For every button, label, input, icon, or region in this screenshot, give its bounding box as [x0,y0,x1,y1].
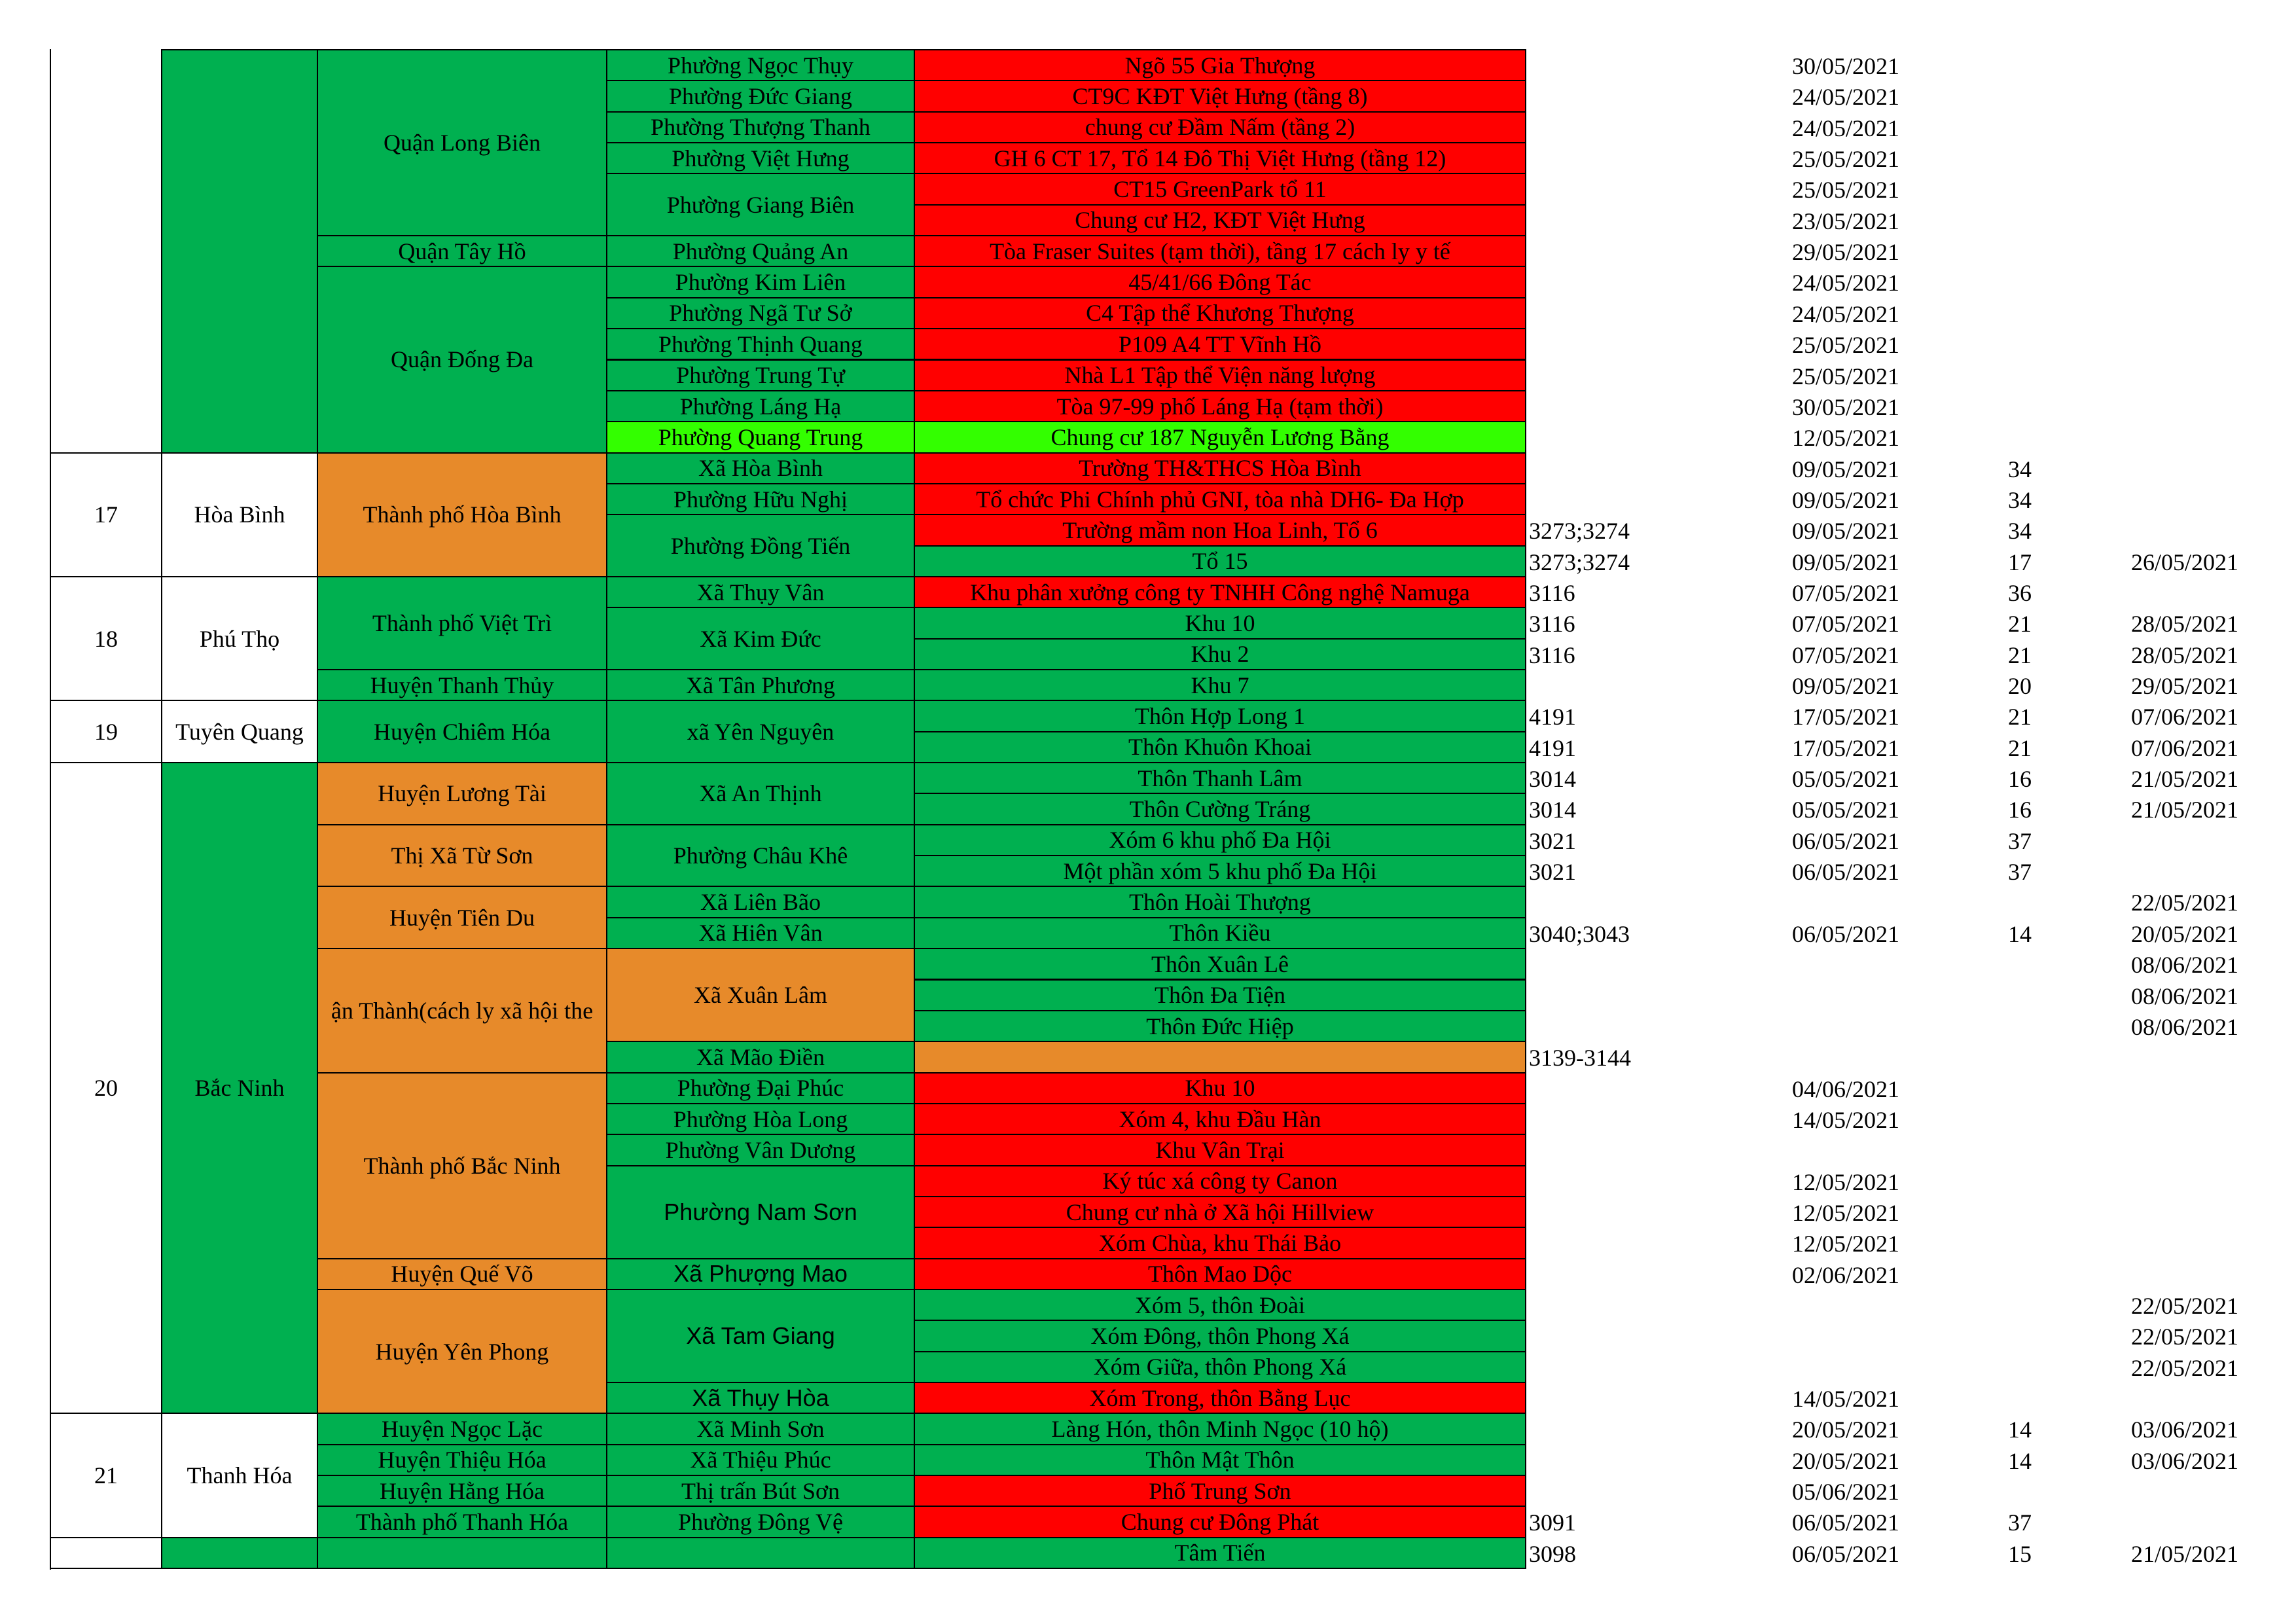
place-cell: Khu phân xưởng công ty TNHH Công nghệ Namuga [914,576,1526,608]
case-code-cell: 4191 [1529,704,1576,731]
place-cell: Tổ 15 [914,545,1526,577]
place-cell: Trường mầm non Hoa Linh, Tổ 6 [914,514,1526,546]
place-cell: chung cư Đầm Nấm (tầng 2) [914,111,1526,143]
ward-cell: Phường Thượng Thanh [606,111,915,143]
ward-cell: Phường Kim Liên [606,266,915,298]
case-code-cell: 3116 [1529,579,1575,606]
ward-cell: Phường Ngọc Thụy [606,49,915,81]
place-cell: Chung cư nhà ở Xã hội Hillview [914,1196,1526,1228]
date-cell: 09/05/2021 [1792,673,1900,699]
days-count-cell: 34 [2008,456,2032,482]
ward-cell: Phường Quảng An [606,235,915,267]
date-cell: 20/05/2021 [1792,1447,1900,1474]
date-cell: 06/05/2021 [1792,1540,1900,1567]
place-cell: P109 A4 TT Vĩnh Hồ [914,328,1526,360]
date-cell: 09/05/2021 [1792,518,1900,545]
ward-cell: Xã Liên Bão [606,886,915,918]
place-cell: Xóm Chùa, khu Thái Bảo [914,1227,1526,1259]
place-cell: Khu Vân Trại [914,1134,1526,1166]
place-cell: Ký túc xá công ty Canon [914,1165,1526,1197]
days-count-cell: 37 [2008,1509,2032,1536]
place-cell: GH 6 CT 17, Tổ 14 Đô Thị Việt Hưng (tầng 12) [914,142,1526,174]
place-cell: Tâm Tiến [914,1537,1526,1569]
place-cell: Khu 10 [914,1072,1526,1104]
ward-cell: Xã Tam Giang [606,1289,915,1383]
days-count-cell: 37 [2008,859,2032,886]
place-cell: Chung cư Đông Phát [914,1506,1526,1538]
days-count-cell: 37 [2008,827,2032,854]
date-cell: 05/06/2021 [1792,1479,1900,1506]
end-date-cell: 20/05/2021 [2131,920,2239,947]
end-date-cell: 22/05/2021 [2131,1354,2239,1381]
date-cell: 07/05/2021 [1792,579,1900,606]
end-date-cell: 03/06/2021 [2131,1416,2239,1443]
place-cell: Thôn Khuôn Khoai [914,731,1526,763]
ward-cell: Phường Thịnh Quang [606,328,915,360]
place-cell: Phố Trung Sơn [914,1475,1526,1507]
province-cell: Bắc Ninh [161,762,318,1414]
place-cell: CT9C KĐT Việt Hưng (tầng 8) [914,80,1526,112]
ward-cell: Phường Vân Dương [606,1134,915,1166]
date-cell: 06/05/2021 [1792,920,1900,947]
end-date-cell: 29/05/2021 [2131,673,2239,699]
place-cell: Khu 10 [914,607,1526,639]
ward-cell: Phường Hòa Long [606,1103,915,1135]
date-cell: 24/05/2021 [1792,115,1900,141]
date-cell: 09/05/2021 [1792,549,1900,575]
end-date-cell: 08/06/2021 [2131,952,2239,979]
district-cell: Quận Đống Đa [317,266,607,453]
date-cell: 30/05/2021 [1792,53,1900,79]
ward-cell: Xã Minh Sơn [606,1413,915,1445]
place-cell: Thôn Hợp Long 1 [914,700,1526,732]
ward-cell: Xã Thụy Hòa [606,1382,915,1414]
date-cell: 24/05/2021 [1792,300,1900,327]
stt-cell: 20 [50,762,162,1414]
district-cell: Huyện Thiệu Hóa [317,1444,607,1476]
ward-cell: Xã Phượng Mao [606,1258,915,1290]
ward-cell: Xã Hiên Vân [606,917,915,949]
stt-cell: 21 [50,1413,162,1538]
stt-cell: 18 [50,576,162,701]
ward-cell: Phường Việt Hưng [606,142,915,174]
date-cell: 12/05/2021 [1792,1199,1900,1226]
province-cell: Thanh Hóa [161,1413,318,1538]
district-cell: Huyện Lương Tài [317,762,607,825]
ward-cell: Thị trấn Bút Sơn [606,1475,915,1507]
place-cell: Thôn Đức Hiệp [914,1010,1526,1042]
ward-cell: Phường Châu Khê [606,824,915,888]
place-cell: CT15 GreenPark tổ 11 [914,173,1526,205]
date-cell: 05/05/2021 [1792,797,1900,823]
date-cell: 07/05/2021 [1792,641,1900,668]
case-code-cell: 4191 [1529,734,1576,761]
place-cell: Khu 2 [914,638,1526,670]
date-cell: 25/05/2021 [1792,332,1900,359]
case-code-cell: 3116 [1529,641,1575,668]
stt-cell: 19 [50,700,162,763]
place-cell: Chung cư 187 Nguyễn Lương Bằng [914,421,1526,453]
place-cell: Làng Hón, thôn Minh Ngọc (10 hộ) [914,1413,1526,1445]
ward-cell: Phường Ngã Tư Sở [606,297,915,329]
end-date-cell: 07/06/2021 [2131,704,2239,731]
case-code-cell: 3040;3043 [1529,920,1630,947]
place-cell: Xóm Đông, thôn Phong Xá [914,1320,1526,1352]
case-code-cell: 3014 [1529,797,1576,823]
district-cell: Thành phố Hòa Bình [317,452,607,577]
date-cell: 23/05/2021 [1792,208,1900,234]
date-cell: 30/05/2021 [1792,393,1900,420]
case-code-cell: 3091 [1529,1509,1576,1536]
date-cell: 25/05/2021 [1792,363,1900,389]
place-cell: Thôn Mật Thôn [914,1444,1526,1476]
date-cell: 12/05/2021 [1792,1231,1900,1257]
ward-cell: Phường Đại Phúc [606,1072,915,1104]
days-count-cell: 21 [2008,641,2032,668]
district-cell: Huyện Quế Võ [317,1258,607,1290]
ward-cell-empty [606,1537,915,1569]
days-count-cell: 17 [2008,549,2032,575]
ward-cell: Phường Hữu Nghị [606,483,915,515]
district-cell: Huyện Tiên Du [317,886,607,949]
ward-cell: Phường Nam Sơn [606,1165,915,1259]
date-cell: 09/05/2021 [1792,486,1900,513]
ward-cell: Xã Thiệu Phúc [606,1444,915,1476]
place-cell: Thôn Mao Dộc [914,1258,1526,1290]
province-cell-empty [161,1537,318,1569]
stt-cell: 17 [50,452,162,577]
district-cell-empty [317,1537,607,1569]
district-cell: Thành phố Bắc Ninh [317,1072,607,1259]
ward-cell: Xã Mão Điền [606,1041,915,1073]
place-cell: Nhà L1 Tập thể Viện năng lượng [914,359,1526,391]
days-count-cell: 21 [2008,704,2032,731]
place-cell: Thôn Hoài Thượng [914,886,1526,918]
date-cell: 06/05/2021 [1792,859,1900,886]
place-cell: Một phần xóm 5 khu phố Đa Hội [914,855,1526,887]
end-date-cell: 07/06/2021 [2131,734,2239,761]
days-count-cell: 16 [2008,766,2032,793]
place-cell: 45/41/66 Đông Tác [914,266,1526,298]
place-cell: Xóm 4, khu Đầu Hàn [914,1103,1526,1135]
end-date-cell: 28/05/2021 [2131,611,2239,638]
date-cell: 25/05/2021 [1792,177,1900,204]
date-cell: 09/05/2021 [1792,456,1900,482]
stt-cell-empty [50,1537,162,1569]
date-cell: 12/05/2021 [1792,425,1900,452]
date-cell: 29/05/2021 [1792,239,1900,266]
date-cell: 06/05/2021 [1792,827,1900,854]
days-count-cell: 36 [2008,579,2032,606]
place-cell: Tòa Fraser Suites (tạm thời), tầng 17 cách ly y tế [914,235,1526,267]
ward-cell: Phường Quang Trung [606,421,915,453]
district-cell: Huyện Chiêm Hóa [317,700,607,763]
place-cell: Xóm Giữa, thôn Phong Xá [914,1351,1526,1383]
place-cell: Trường TH&THCS Hòa Bình [914,452,1526,484]
district-cell: Huyện Ngọc Lặc [317,1413,607,1445]
end-date-cell: 08/06/2021 [2131,1013,2239,1040]
district-cell: ận Thành(cách ly xã hội the [317,948,607,1073]
end-date-cell: 08/06/2021 [2131,983,2239,1009]
days-count-cell: 34 [2008,518,2032,545]
days-count-cell: 21 [2008,611,2032,638]
date-cell: 17/05/2021 [1792,734,1900,761]
days-count-cell: 14 [2008,920,2032,947]
place-cell: Thôn Đa Tiện [914,979,1526,1011]
date-cell: 24/05/2021 [1792,84,1900,111]
place-cell: Thôn Xuân Lê [914,948,1526,980]
place-cell: C4 Tập thể Khương Thượng [914,297,1526,329]
ward-cell: Xã Kim Đức [606,607,915,670]
place-cell: Xóm 6 khu phố Đa Hội [914,824,1526,856]
ward-cell: Phường Trung Tự [606,359,915,391]
date-cell: 17/05/2021 [1792,704,1900,731]
place-cell: Xóm 5, thôn Đoài [914,1289,1526,1321]
date-cell: 06/05/2021 [1792,1509,1900,1536]
place-cell: Thôn Kiều [914,917,1526,949]
end-date-cell: 21/05/2021 [2131,766,2239,793]
case-code-cell: 3021 [1529,859,1576,886]
ward-cell: Xã Xuân Lâm [606,948,915,1042]
ward-cell: Xã An Thịnh [606,762,915,825]
end-date-cell: 03/06/2021 [2131,1447,2239,1474]
days-count-cell: 15 [2008,1540,2032,1567]
district-cell: Quận Tây Hồ [317,235,607,267]
district-cell: Thành phố Thanh Hóa [317,1506,607,1538]
ward-cell: Phường Đức Giang [606,80,915,112]
district-cell: Huyện Hằng Hóa [317,1475,607,1507]
place-cell: Ngõ 55 Gia Thượng [914,49,1526,81]
district-cell: Thành phố Việt Trì [317,576,607,670]
date-cell: 07/05/2021 [1792,611,1900,638]
province-cell: Hòa Bình [161,452,318,577]
case-code-cell: 3098 [1529,1540,1576,1567]
district-cell: Huyện Thanh Thủy [317,669,607,701]
date-cell: 05/05/2021 [1792,766,1900,793]
days-count-cell: 16 [2008,797,2032,823]
district-cell: Thị Xã Từ Sơn [317,824,607,888]
place-cell: Tòa 97-99 phố Láng Hạ (tạm thời) [914,390,1526,422]
date-cell: 25/05/2021 [1792,146,1900,173]
end-date-cell: 22/05/2021 [2131,890,2239,916]
case-code-cell: 3273;3274 [1529,518,1630,545]
end-date-cell: 22/05/2021 [2131,1293,2239,1319]
case-code-cell: 3014 [1529,766,1576,793]
place-cell: Thôn Thanh Lâm [914,762,1526,794]
date-cell: 04/06/2021 [1792,1075,1900,1102]
ward-cell: Phường Đồng Tiến [606,514,915,577]
ward-cell: Phường Láng Hạ [606,390,915,422]
district-cell: Huyện Yên Phong [317,1289,607,1414]
ward-cell: Xã Hòa Bình [606,452,915,484]
days-count-cell: 34 [2008,486,2032,513]
end-date-cell: 26/05/2021 [2131,549,2239,575]
days-count-cell: 14 [2008,1416,2032,1443]
province-cell: Tuyên Quang [161,700,318,763]
place-cell [914,1041,1526,1073]
end-date-cell: 21/05/2021 [2131,1540,2239,1567]
place-cell: Khu 7 [914,669,1526,701]
date-cell: 20/05/2021 [1792,1416,1900,1443]
days-count-cell: 20 [2008,673,2032,699]
ward-cell: Phường Đông Vệ [606,1506,915,1538]
case-code-cell: 3116 [1529,611,1575,638]
date-cell: 24/05/2021 [1792,270,1900,297]
place-cell: Xóm Trong, thôn Bằng Lục [914,1382,1526,1414]
date-cell: 12/05/2021 [1792,1168,1900,1195]
end-date-cell: 22/05/2021 [2131,1324,2239,1350]
days-count-cell: 14 [2008,1447,2032,1474]
place-cell: Thôn Cường Tráng [914,793,1526,825]
province-cell: Phú Thọ [161,576,318,701]
case-code-cell: 3273;3274 [1529,549,1630,575]
case-code-cell: 3139-3144 [1529,1045,1631,1072]
case-code-cell: 3021 [1529,827,1576,854]
ward-cell: Phường Giang Biên [606,173,915,236]
table-left-border-top [50,49,51,455]
ward-cell: xã Yên Nguyên [606,700,915,763]
days-count-cell: 21 [2008,734,2032,761]
end-date-cell: 21/05/2021 [2131,797,2239,823]
end-date-cell: 28/05/2021 [2131,641,2239,668]
ward-cell: Xã Thụy Vân [606,576,915,608]
place-cell: Chung cư H2, KĐT Việt Hưng [914,204,1526,236]
date-cell: 02/06/2021 [1792,1261,1900,1288]
place-cell: Tổ chức Phi Chính phủ GNI, tòa nhà DH6- Đa Hợp [914,483,1526,515]
date-cell: 14/05/2021 [1792,1386,1900,1413]
date-cell: 14/05/2021 [1792,1106,1900,1133]
province-cell-empty [161,49,318,454]
district-cell: Quận Long Biên [317,49,607,236]
ward-cell: Xã Tân Phương [606,669,915,701]
